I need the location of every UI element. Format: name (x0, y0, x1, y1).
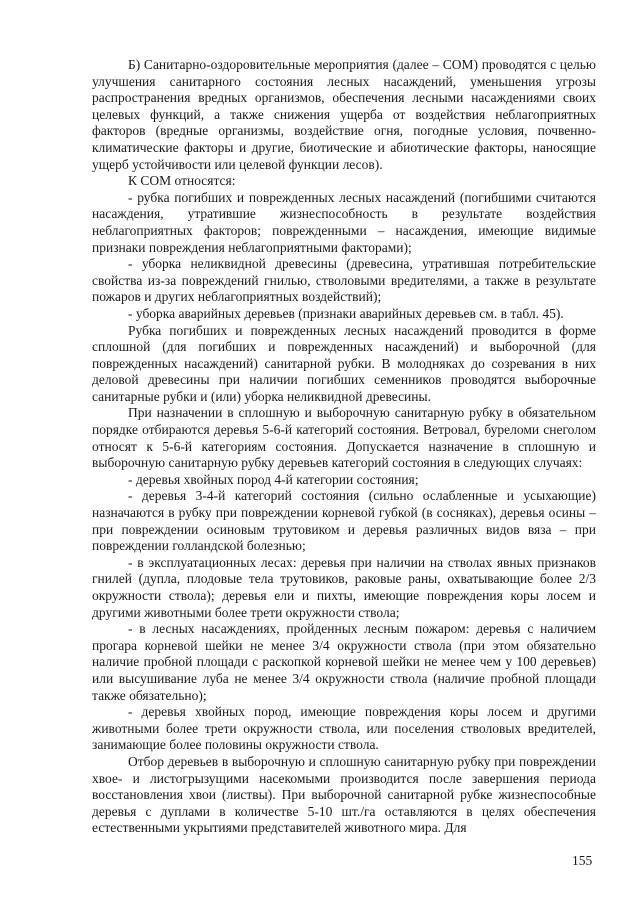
list-item-bark-damage-pests: - деревья хвойных пород, имеющие повреждения коры лосем и другими животными более трети окружности ствола, или поселения стволовых вредителей, занимающие более половины окружности ствола. (92, 704, 596, 753)
paragraph-felling-forms: Рубка погибших и поврежденных лесных насаждений проводится в форме сплошной (для погибших и поврежденных насаждений) и выборочной (для поврежденных насаждений) санитарной рубки. В молодняках до созревания в них деловой древесины при наличии погибших семенников проводятся выборочные санитарные рубки и (или) уборка неликвидной древесины. (92, 322, 596, 404)
list-item-felling-dead-damaged: - рубка погибших и поврежденных лесных насаждений (погибшими считаются насаждения, утратившие жизнеспособность в результате воздействия неблагоприятных факторов; поврежденными – насаждения, имеющие видимые признаки повреждения неблагоприятными факторами); (92, 189, 596, 255)
page-number: 155 (572, 853, 593, 868)
list-item-fire-damaged-stands: - в лесных насаждениях, пройденных лесным пожаром: деревья с наличием прогара корневой шейки не менее 3/4 окружности ствола (при этом обязательно наличие пробной площади с раскопкой корневой шейки не менее чем у 100 деревьев) или высушивание луба не менее 3/4 окружности ствола (наличие пробной площади также обязательно); (92, 621, 596, 703)
paragraph-som-list-heading: К СОМ относятся: (128, 173, 236, 189)
paragraph-insect-damage-selection: Отбор деревьев в выборочную и сплошную санитарную рубку при повреждении хвое- и листогрызущими насекомыми производится после завершения периода восстановления хвои (листвы). При выборочной санитарной рубке жизнеспособные деревья с дуплами в количестве 5-10 шт./га оставляются в целях обеспечения естественными укрытиями представителей животного мира. Для (92, 753, 596, 836)
paragraph-tree-selection: При назначении в сплошную и выборочную санитарную рубку в обязательном порядке отбираются деревья 5-6-й категорий состояния. Ветровал, буреломи снеголом относят к 5-6-й категориям состояния. Допускается назначение в сплошную и выборочную санитарную рубку деревьев категорий состояния в следующих случаях: (92, 405, 596, 471)
paragraph-som-intro: Б) Санитарно-оздоровительные мероприятия (далее – СОМ) проводятся с целью улучшения санитарного состояния лесных насаждений, уменьшения угрозы распространения вредных организмов, обеспечения лесными насаждениями своих целевых функций, а также снижения ущерба от воздействия неблагоприятных факторов (вредные организмы, воздействие огня, погодные условия, почвенно-климатические факторы и другие, биотические и абиотические факторы, наносящие ущерб устойчивости или целевой функции лесов). (92, 57, 596, 172)
list-item-conifers-category-4: - деревья хвойных пород 4-й категории состояния; (128, 471, 419, 487)
document-body (92, 57, 596, 837)
list-item-hazard-trees-removal: - уборка аварийных деревьев (признаки аварийных деревьев см. в табл. 45). (128, 305, 564, 321)
list-item-category-3-4-diseases: - деревья 3-4-й категорий состояния (сильно ослабленные и усыхающие) назначаются в рубку при повреждении корневой губкой (в сосняках), деревья осины – при повреждении осиновым трутовиком и деревья различных видов вяза – при повреждении голландской болезнью; (92, 488, 596, 554)
list-item-production-forests: - в эксплуатационных лесах: деревья при наличии на стволах явных признаков гнилей (дупла, плодовые тела трутовиков, раковые раны, охватывающие более 2/3 окружности ствола); деревья ели и пихты, имеющие повреждения коры лосем и другими животными более трети окружности ствола; (92, 554, 596, 620)
list-item-illiquid-wood-removal: - уборка неликвидной древесины (древесина, утратившая потребительские свойства из-за повреждений гнилью, стволовыми вредителями, а также в результате пожаров и других неблагоприятных воздействий); (92, 256, 596, 305)
